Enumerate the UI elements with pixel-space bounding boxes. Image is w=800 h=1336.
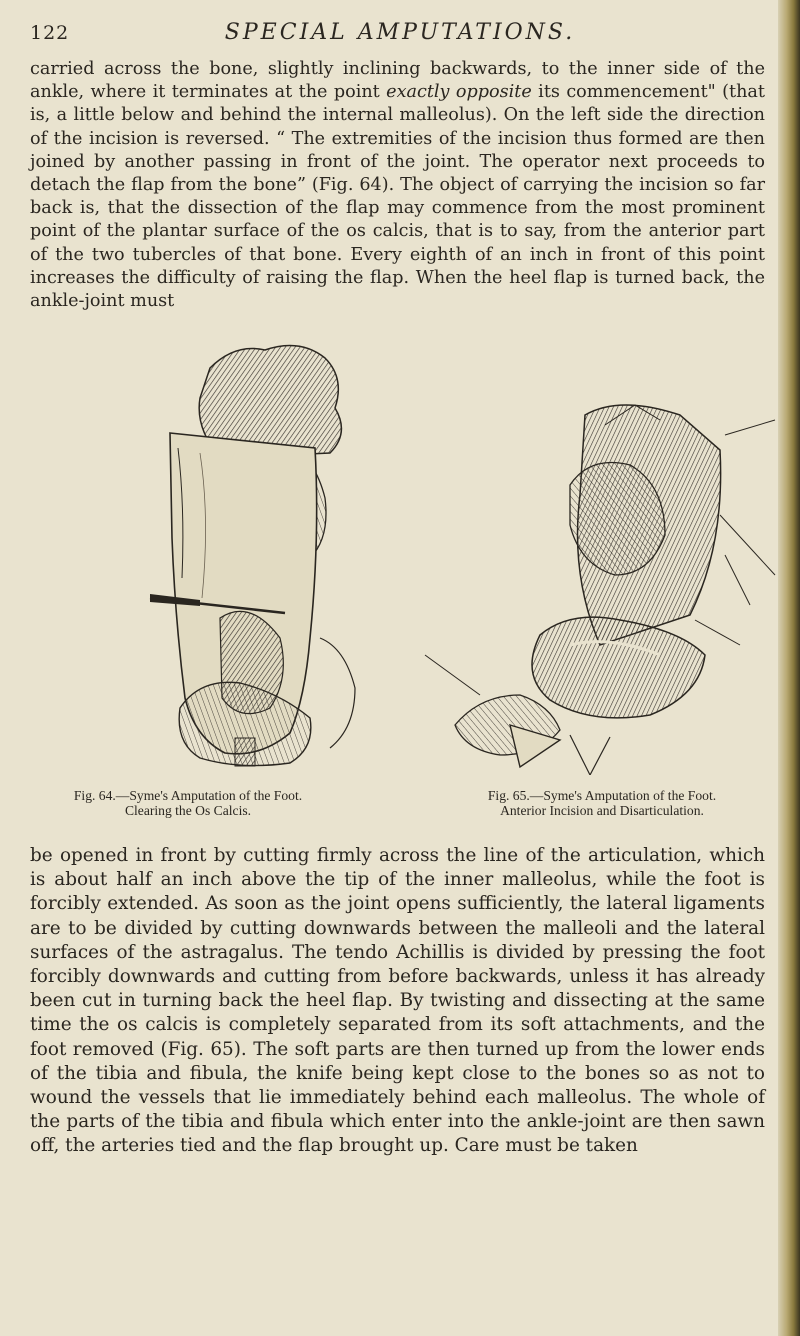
paragraph-1: [30, 58, 765, 313]
figure-65-caption: [412, 788, 792, 818]
page-edge: [778, 0, 800, 1336]
paragraph-1-end: its commencement" (that is, a little below and behind the internal malleolus). On the left side the direction of the incision is reversed. “ The extremities of the incision thus formed are then joined by another passing in front of the joint. The operator next proceeds to detach the flap from the bone” (Fig. 64). The object of carrying the incision so far back is, that the dissection of the flap may commence from the most prominent point of the plantar surface of the os calcis, that is to say, from the anterior part of the two tubercles of that bone. Every eighth of an inch in front of this point increases the difficulty of raising the flap. When the heel flap is turned back, the ankle-joint must: [30, 82, 765, 312]
figure-64-caption-line1: Fig. 64.—Syme's Amputation of the Foot.: [73, 788, 303, 803]
figure-64-caption-line2: Clearing the Os Calcis.: [124, 803, 252, 818]
figure-65-caption-line1: Fig. 65.—Syme's Amputation of the Foot.: [487, 788, 717, 803]
page-number: 122: [30, 22, 70, 44]
paragraph-2: be opened in front by cutting firmly across the line of the articulation, which is about half an inch above the tip of the inner malleolus, while the foot is forcibly extended. As soon as the joint opens sufficiently, the lateral ligaments are to be divided by cutting downwards between the malleoli and the lateral surfaces of the astragalus. The tendo Achillis is divided by pressing the foot forcibly downwards and cutting from before backwards, unless it has already been cut in turning back the heel flap. By twisting and dissecting at the same time the os calcis is completely separated from its soft attachments, and the foot removed (Fig. 65). The soft parts are then turned up from the lower ends of the tibia and fibula, the knife being kept close to the bones so as not to wound the vessels that lie immediately behind each malleolus. The whole of the parts of the tibia and fibula which enter into the ankle-joint are then sawn off, the arteries tied and the flap brought up. Care must be taken: [30, 845, 765, 1157]
figure-64-illustration: [140, 338, 430, 774]
paragraph-1-start: carried across the bone, slightly inclining backwards, to the inner side of the ankle, where it terminates at the point: [30, 59, 765, 103]
running-head: SPECIAL AMPUTATIONS.: [224, 20, 576, 45]
paragraph-1-emphasis: exactly opposite: [386, 82, 532, 103]
figure-65-illustration: [420, 395, 780, 775]
figure-64-caption: [18, 788, 358, 818]
figure-65-caption-line2: Anterior Incision and Disarticulation.: [500, 803, 704, 818]
